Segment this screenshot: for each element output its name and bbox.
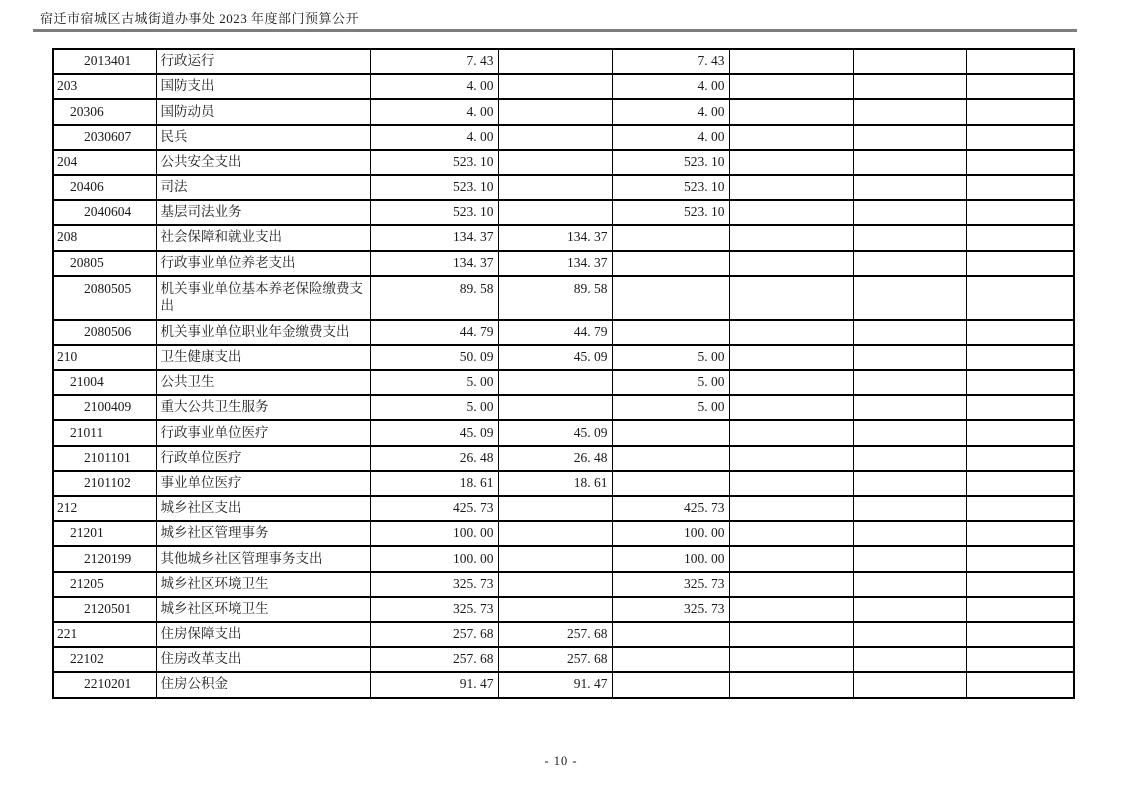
budget-code-cell: 2030607 <box>53 125 156 150</box>
empty-col-3-cell <box>966 200 1074 225</box>
value-col-3-cell <box>612 420 729 445</box>
empty-col-1-cell <box>729 99 853 124</box>
value-col-2-cell: 257. 68 <box>498 647 612 672</box>
table-row <box>53 446 1074 471</box>
empty-col-1-cell <box>729 251 853 276</box>
empty-col-3-cell <box>966 276 1074 320</box>
value-col-2-cell <box>498 395 612 420</box>
table-row <box>53 320 1074 345</box>
value-col-3-cell: 5. 00 <box>612 370 729 395</box>
empty-col-2-cell <box>853 276 966 320</box>
value-col-2-cell <box>498 74 612 99</box>
budget-code-cell: 21004 <box>53 370 156 395</box>
budget-code-cell: 2210201 <box>53 672 156 697</box>
empty-col-1-cell <box>729 200 853 225</box>
empty-col-3-cell <box>966 395 1074 420</box>
budget-name-cell: 基层司法业务 <box>156 200 370 225</box>
empty-col-3-cell <box>966 175 1074 200</box>
value-col-2-cell <box>498 546 612 571</box>
table-row <box>53 420 1074 445</box>
value-col-3-cell: 325. 73 <box>612 597 729 622</box>
value-col-3-cell <box>612 672 729 697</box>
value-col-2-cell: 257. 68 <box>498 622 612 647</box>
value-col-1-cell: 134. 37 <box>370 225 498 250</box>
empty-col-3-cell <box>966 446 1074 471</box>
empty-col-2-cell <box>853 49 966 74</box>
budget-code-cell: 2120501 <box>53 597 156 622</box>
budget-name-cell: 重大公共卫生服务 <box>156 395 370 420</box>
empty-col-3-cell <box>966 150 1074 175</box>
empty-col-3-cell <box>966 370 1074 395</box>
budget-code-cell: 21011 <box>53 420 156 445</box>
empty-col-2-cell <box>853 471 966 496</box>
value-col-2-cell: 89. 58 <box>498 276 612 320</box>
empty-col-1-cell <box>729 446 853 471</box>
empty-col-2-cell <box>853 225 966 250</box>
value-col-3-cell <box>612 276 729 320</box>
value-col-3-cell <box>612 622 729 647</box>
empty-col-2-cell <box>853 597 966 622</box>
budget-name-cell: 社会保障和就业支出 <box>156 225 370 250</box>
value-col-2-cell: 18. 61 <box>498 471 612 496</box>
value-col-1-cell: 325. 73 <box>370 597 498 622</box>
value-col-1-cell: 134. 37 <box>370 251 498 276</box>
value-col-1-cell: 100. 00 <box>370 521 498 546</box>
value-col-1-cell: 325. 73 <box>370 572 498 597</box>
value-col-1-cell: 5. 00 <box>370 395 498 420</box>
value-col-1-cell: 425. 73 <box>370 496 498 521</box>
budget-code-cell: 2040604 <box>53 200 156 225</box>
empty-col-2-cell <box>853 200 966 225</box>
budget-name-cell: 事业单位医疗 <box>156 471 370 496</box>
value-col-3-cell <box>612 225 729 250</box>
value-col-1-cell: 100. 00 <box>370 546 498 571</box>
table-row <box>53 647 1074 672</box>
value-col-1-cell: 44. 79 <box>370 320 498 345</box>
empty-col-1-cell <box>729 471 853 496</box>
empty-col-3-cell <box>966 597 1074 622</box>
table-row <box>53 225 1074 250</box>
empty-col-1-cell <box>729 546 853 571</box>
empty-col-1-cell <box>729 150 853 175</box>
value-col-2-cell <box>498 370 612 395</box>
empty-col-2-cell <box>853 99 966 124</box>
budget-name-cell: 城乡社区支出 <box>156 496 370 521</box>
budget-code-cell: 2101102 <box>53 471 156 496</box>
empty-col-3-cell <box>966 672 1074 697</box>
empty-col-3-cell <box>966 320 1074 345</box>
empty-col-3-cell <box>966 572 1074 597</box>
budget-code-cell: 21205 <box>53 572 156 597</box>
empty-col-2-cell <box>853 622 966 647</box>
budget-table-body <box>53 49 1074 698</box>
table-row <box>53 345 1074 370</box>
value-col-3-cell <box>612 251 729 276</box>
empty-col-2-cell <box>853 150 966 175</box>
value-col-2-cell: 44. 79 <box>498 320 612 345</box>
value-col-3-cell: 523. 10 <box>612 150 729 175</box>
budget-name-cell: 司法 <box>156 175 370 200</box>
empty-col-1-cell <box>729 225 853 250</box>
table-row <box>53 395 1074 420</box>
empty-col-1-cell <box>729 521 853 546</box>
budget-code-cell: 20805 <box>53 251 156 276</box>
budget-name-cell: 卫生健康支出 <box>156 345 370 370</box>
budget-code-cell: 21201 <box>53 521 156 546</box>
value-col-1-cell: 523. 10 <box>370 175 498 200</box>
budget-name-cell: 民兵 <box>156 125 370 150</box>
value-col-3-cell: 523. 10 <box>612 175 729 200</box>
empty-col-2-cell <box>853 496 966 521</box>
value-col-3-cell: 100. 00 <box>612 546 729 571</box>
value-col-2-cell <box>498 496 612 521</box>
empty-col-2-cell <box>853 345 966 370</box>
value-col-1-cell: 5. 00 <box>370 370 498 395</box>
value-col-1-cell: 257. 68 <box>370 622 498 647</box>
budget-name-cell: 住房保障支出 <box>156 622 370 647</box>
budget-table <box>52 48 1075 699</box>
budget-name-cell: 国防支出 <box>156 74 370 99</box>
value-col-3-cell <box>612 446 729 471</box>
empty-col-3-cell <box>966 125 1074 150</box>
budget-code-cell: 221 <box>53 622 156 647</box>
value-col-1-cell: 7. 43 <box>370 49 498 74</box>
empty-col-2-cell <box>853 395 966 420</box>
empty-col-3-cell <box>966 345 1074 370</box>
empty-col-2-cell <box>853 74 966 99</box>
table-row <box>53 74 1074 99</box>
empty-col-1-cell <box>729 370 853 395</box>
value-col-3-cell <box>612 471 729 496</box>
empty-col-1-cell <box>729 74 853 99</box>
value-col-2-cell <box>498 125 612 150</box>
budget-name-cell: 住房公积金 <box>156 672 370 697</box>
table-row <box>53 251 1074 276</box>
value-col-3-cell: 100. 00 <box>612 521 729 546</box>
table-row <box>53 49 1074 74</box>
budget-code-cell: 20306 <box>53 99 156 124</box>
budget-code-cell: 22102 <box>53 647 156 672</box>
empty-col-1-cell <box>729 276 853 320</box>
value-col-2-cell <box>498 200 612 225</box>
value-col-1-cell: 523. 10 <box>370 150 498 175</box>
table-row <box>53 150 1074 175</box>
value-col-1-cell: 4. 00 <box>370 99 498 124</box>
empty-col-1-cell <box>729 572 853 597</box>
empty-col-3-cell <box>966 251 1074 276</box>
empty-col-1-cell <box>729 647 853 672</box>
budget-code-cell: 204 <box>53 150 156 175</box>
table-row <box>53 125 1074 150</box>
value-col-2-cell: 134. 37 <box>498 251 612 276</box>
budget-name-cell: 城乡社区环境卫生 <box>156 597 370 622</box>
empty-col-3-cell <box>966 49 1074 74</box>
empty-col-1-cell <box>729 125 853 150</box>
value-col-1-cell: 50. 09 <box>370 345 498 370</box>
value-col-1-cell: 4. 00 <box>370 74 498 99</box>
empty-col-3-cell <box>966 420 1074 445</box>
value-col-3-cell: 5. 00 <box>612 395 729 420</box>
empty-col-1-cell <box>729 672 853 697</box>
value-col-2-cell <box>498 99 612 124</box>
budget-name-cell: 公共安全支出 <box>156 150 370 175</box>
empty-col-1-cell <box>729 175 853 200</box>
value-col-2-cell <box>498 150 612 175</box>
table-row <box>53 370 1074 395</box>
budget-code-cell: 2120199 <box>53 546 156 571</box>
table-row <box>53 99 1074 124</box>
budget-code-cell: 203 <box>53 74 156 99</box>
budget-code-cell: 2080505 <box>53 276 156 320</box>
value-col-2-cell: 134. 37 <box>498 225 612 250</box>
empty-col-1-cell <box>729 49 853 74</box>
value-col-2-cell: 26. 48 <box>498 446 612 471</box>
budget-code-cell: 208 <box>53 225 156 250</box>
empty-col-2-cell <box>853 521 966 546</box>
empty-col-2-cell <box>853 572 966 597</box>
value-col-3-cell: 425. 73 <box>612 496 729 521</box>
empty-col-1-cell <box>729 420 853 445</box>
table-row <box>53 175 1074 200</box>
empty-col-3-cell <box>966 647 1074 672</box>
budget-name-cell: 国防动员 <box>156 99 370 124</box>
value-col-2-cell <box>498 49 612 74</box>
empty-col-3-cell <box>966 622 1074 647</box>
empty-col-2-cell <box>853 251 966 276</box>
empty-col-2-cell <box>853 320 966 345</box>
table-row <box>53 597 1074 622</box>
table-row <box>53 546 1074 571</box>
value-col-3-cell: 7. 43 <box>612 49 729 74</box>
budget-code-cell: 2013401 <box>53 49 156 74</box>
empty-col-3-cell <box>966 74 1074 99</box>
empty-col-2-cell <box>853 420 966 445</box>
empty-col-3-cell <box>966 225 1074 250</box>
value-col-3-cell: 4. 00 <box>612 74 729 99</box>
value-col-3-cell: 4. 00 <box>612 99 729 124</box>
empty-col-1-cell <box>729 597 853 622</box>
budget-code-cell: 2080506 <box>53 320 156 345</box>
budget-code-cell: 212 <box>53 496 156 521</box>
empty-col-2-cell <box>853 370 966 395</box>
value-col-2-cell <box>498 521 612 546</box>
budget-name-cell: 公共卫生 <box>156 370 370 395</box>
empty-col-1-cell <box>729 496 853 521</box>
value-col-3-cell: 5. 00 <box>612 345 729 370</box>
value-col-3-cell: 325. 73 <box>612 572 729 597</box>
empty-col-3-cell <box>966 521 1074 546</box>
empty-col-2-cell <box>853 125 966 150</box>
empty-col-1-cell <box>729 345 853 370</box>
value-col-2-cell <box>498 175 612 200</box>
budget-name-cell: 城乡社区管理事务 <box>156 521 370 546</box>
table-row <box>53 200 1074 225</box>
empty-col-1-cell <box>729 622 853 647</box>
empty-col-2-cell <box>853 647 966 672</box>
empty-col-2-cell <box>853 175 966 200</box>
header-divider-rule <box>33 29 1077 32</box>
empty-col-1-cell <box>729 320 853 345</box>
budget-name-cell: 其他城乡社区管理事务支出 <box>156 546 370 571</box>
table-row <box>53 672 1074 697</box>
value-col-2-cell: 45. 09 <box>498 345 612 370</box>
budget-code-cell: 210 <box>53 345 156 370</box>
table-row <box>53 496 1074 521</box>
value-col-2-cell <box>498 572 612 597</box>
budget-name-cell: 城乡社区环境卫生 <box>156 572 370 597</box>
value-col-1-cell: 18. 61 <box>370 471 498 496</box>
document-header-title: 宿迁市宿城区古城街道办事处 2023 年度部门预算公开 <box>40 11 360 26</box>
empty-col-3-cell <box>966 546 1074 571</box>
budget-code-cell: 20406 <box>53 175 156 200</box>
table-row <box>53 521 1074 546</box>
value-col-3-cell: 4. 00 <box>612 125 729 150</box>
value-col-3-cell <box>612 647 729 672</box>
budget-name-cell: 住房改革支出 <box>156 647 370 672</box>
value-col-3-cell: 523. 10 <box>612 200 729 225</box>
budget-name-cell: 行政事业单位养老支出 <box>156 251 370 276</box>
budget-name-cell: 机关事业单位职业年金缴费支出 <box>156 320 370 345</box>
budget-code-cell: 2100409 <box>53 395 156 420</box>
budget-code-cell: 2101101 <box>53 446 156 471</box>
budget-name-cell: 行政单位医疗 <box>156 446 370 471</box>
value-col-1-cell: 91. 47 <box>370 672 498 697</box>
empty-col-3-cell <box>966 99 1074 124</box>
page-number: - 10 - <box>544 754 578 768</box>
value-col-1-cell: 45. 09 <box>370 420 498 445</box>
budget-name-cell: 机关事业单位基本养老保险缴费支出 <box>156 276 370 320</box>
table-row <box>53 572 1074 597</box>
empty-col-2-cell <box>853 446 966 471</box>
value-col-1-cell: 4. 00 <box>370 125 498 150</box>
value-col-1-cell: 89. 58 <box>370 276 498 320</box>
value-col-1-cell: 257. 68 <box>370 647 498 672</box>
value-col-2-cell <box>498 597 612 622</box>
value-col-2-cell: 91. 47 <box>498 672 612 697</box>
value-col-1-cell: 26. 48 <box>370 446 498 471</box>
empty-col-3-cell <box>966 496 1074 521</box>
empty-col-3-cell <box>966 471 1074 496</box>
budget-name-cell: 行政运行 <box>156 49 370 74</box>
budget-name-cell: 行政事业单位医疗 <box>156 420 370 445</box>
table-row <box>53 622 1074 647</box>
empty-col-2-cell <box>853 546 966 571</box>
empty-col-1-cell <box>729 395 853 420</box>
value-col-1-cell: 523. 10 <box>370 200 498 225</box>
value-col-2-cell: 45. 09 <box>498 420 612 445</box>
table-row <box>53 471 1074 496</box>
table-row <box>53 276 1074 320</box>
empty-col-2-cell <box>853 672 966 697</box>
value-col-3-cell <box>612 320 729 345</box>
